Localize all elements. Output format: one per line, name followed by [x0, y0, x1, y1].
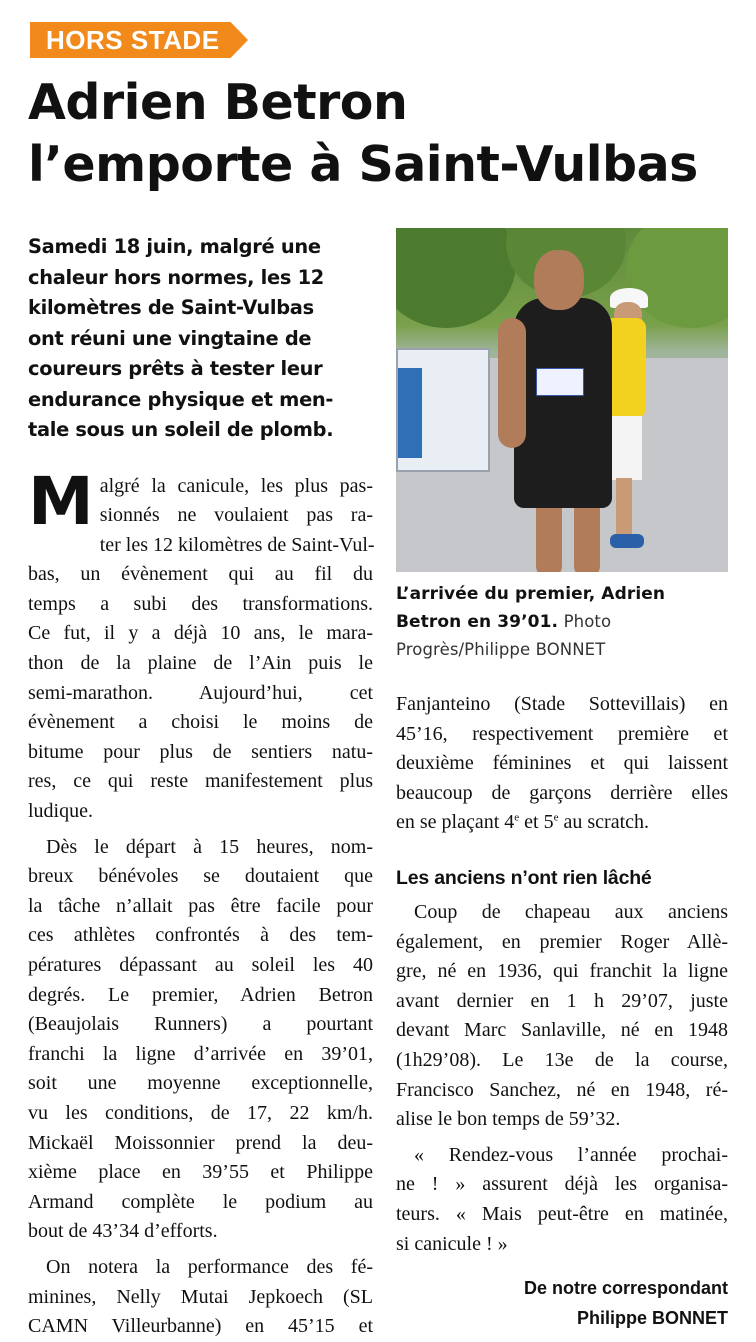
headline-line-1: Adrien Betron: [28, 74, 408, 131]
drop-cap: M: [28, 462, 94, 540]
caption-credit: Photo: [563, 612, 612, 631]
lead-line: chaleur hors normes, les 12: [28, 265, 324, 289]
left-column: [28, 232, 373, 1342]
right-column: [396, 228, 728, 1333]
body-line: thon de la plaine de l’Ain puis le: [28, 652, 373, 675]
body-line: gre, né en 1936, qui franchit la ligne: [396, 960, 728, 983]
body-line: degrés. Le premier, Adrien Betron: [28, 983, 373, 1006]
body-line: la tâche n’allait pas être facile pour: [28, 894, 373, 917]
body-fragment: en se plaçant 4: [396, 811, 515, 834]
photo-runner-head: [534, 250, 584, 310]
headline-line-2: l’emporte à Saint-Vulbas: [28, 136, 698, 193]
photo-man-shoe: [610, 534, 644, 548]
body-line: devant Marc Sanlaville, né en 1948: [396, 1019, 728, 1042]
body-line: « Rendez-vous l’année prochai-: [414, 1143, 728, 1166]
lead-line: Samedi 18 juin, malgré une: [28, 235, 321, 258]
body-line: avant dernier en 1 h 29’07, juste: [396, 989, 728, 1012]
body-line: semi-marathon. Aujourd’hui, cet: [28, 681, 373, 704]
body-line: CAMN Villeurbanne) en 45’15 et: [28, 1315, 373, 1338]
body-line: ter les 12 kilomètres de Saint-Vul-: [99, 533, 375, 556]
body-paragraph-6: [396, 1141, 728, 1259]
body-line: teurs. « Mais peut-être en matinée,: [396, 1202, 728, 1225]
body-line: res, ce qui reste manifestement plus: [28, 770, 373, 793]
body-line: évènement a choisi le moins de: [28, 711, 373, 734]
body-line: sionnés ne voulaient pas ra-: [99, 504, 373, 527]
body-paragraph-5: [396, 898, 728, 1135]
body-line: On notera la performance des fé-: [46, 1255, 373, 1278]
body-line: bout de 43’34 d’efforts.: [28, 1220, 218, 1243]
body-paragraph-1: [28, 462, 375, 827]
body-line: bas, un évènement qui au fil du: [28, 563, 373, 586]
body-line: Fanjanteino (Stade Sottevillais) en: [396, 693, 728, 715]
body-line: ces athlètes confrontés à des tem-: [28, 924, 373, 947]
body-line: breux bénévoles se doutaient que: [28, 865, 373, 888]
photo-runner-arm: [498, 318, 526, 448]
body-line: [396, 808, 728, 838]
lead-line: coureurs prêts à tester leur: [28, 357, 323, 380]
body-line: 45’16, respectivement première et: [396, 722, 728, 745]
signature-name: Philippe BONNET: [576, 1308, 728, 1329]
body-line: temps a subi des transformations.: [28, 592, 373, 615]
body-line: ludique.: [28, 800, 93, 823]
photo-banner: [398, 368, 422, 458]
body-line: vu les conditions, de 17, 22 km/h.: [28, 1101, 373, 1124]
body-line: ne ! » assurent déjà les organisa-: [396, 1173, 728, 1196]
caption-bold: Betron en 39’01.: [396, 612, 559, 632]
body-line: deuxième féminines et qui laissent: [396, 752, 728, 775]
body-line: (Beaujolais Runners) a pourtant: [28, 1013, 373, 1036]
body-line: également, en premier Roger Allè-: [396, 930, 728, 953]
photo-caption: [396, 580, 728, 664]
body-line: si canicule ! »: [396, 1232, 508, 1255]
rubric-tag: [30, 22, 248, 58]
body-line: soit une moyenne exceptionnelle,: [28, 1072, 373, 1095]
author-signature: [396, 1273, 728, 1333]
caption-bold: L’arrivée du premier, Adrien: [396, 584, 666, 604]
body-line: Mickaël Moissonnier prend la deu-: [28, 1131, 373, 1154]
body-line: franchi la ligne d’arrivée en 39’01,: [28, 1042, 373, 1065]
photo-runner-leg: [574, 498, 600, 572]
lead-paragraph: [28, 232, 373, 446]
body-line: Francisco Sanchez, né en 1948, ré-: [396, 1078, 728, 1101]
body-line: pératures dépassant au soleil les 40: [28, 954, 373, 976]
body-line: Dès le départ à 15 heures, nom-: [46, 835, 373, 858]
body-line: xième place en 39’55 et Philippe: [28, 1161, 373, 1184]
superscript: e: [514, 811, 520, 824]
lead-line: endurance physique et men-: [28, 387, 334, 411]
lead-line: tale sous un soleil de plomb.: [28, 418, 334, 441]
photo-tree: [396, 228, 516, 328]
body-line: Coup de chapeau aux anciens: [414, 900, 728, 923]
lead-line: kilomètres de Saint-Vulbas: [28, 296, 314, 319]
lead-line: ont réuni une vingtaine de: [28, 326, 312, 350]
caption-line: [396, 608, 728, 636]
body-line: beaucoup de garçons derrière elles: [396, 781, 728, 804]
photo-runner-bib: [536, 368, 584, 396]
rubric-label: HORS STADE: [46, 24, 220, 55]
article-photo: [396, 228, 728, 572]
photo-runner-leg: [536, 498, 562, 572]
signature-line: De notre correspondant: [523, 1278, 728, 1299]
body-line: (1h29’08). Le 13e de la course,: [396, 1048, 728, 1071]
caption-credit: Progrès/Philippe BONNET: [396, 640, 606, 659]
photo-man-leg: [616, 478, 632, 538]
caption-line: [396, 580, 728, 608]
body-paragraph-4: [396, 690, 728, 838]
body-paragraph-3: [28, 1253, 373, 1342]
body-line: minines, Nelly Mutai Jepkoech (SL: [28, 1285, 373, 1308]
headline: [28, 72, 748, 196]
superscript: e: [553, 811, 559, 824]
body-line: bitume pour plus de sentiers natu-: [28, 740, 373, 763]
photo-runner-body: [514, 298, 612, 508]
subheading: Les anciens n’ont rien lâché: [396, 866, 652, 889]
body-line: alise le bon temps de 59’32.: [396, 1108, 621, 1131]
body-fragment: au scratch.: [558, 811, 650, 834]
body-line: algré la canicule, les plus pas-: [99, 474, 373, 497]
body-line: Ce fut, il y a déjà 10 ans, le mara-: [28, 622, 373, 645]
body-line: Armand complète le podium au: [28, 1190, 373, 1213]
body-fragment: et 5: [519, 811, 554, 834]
body-paragraph-2: [28, 833, 373, 1247]
